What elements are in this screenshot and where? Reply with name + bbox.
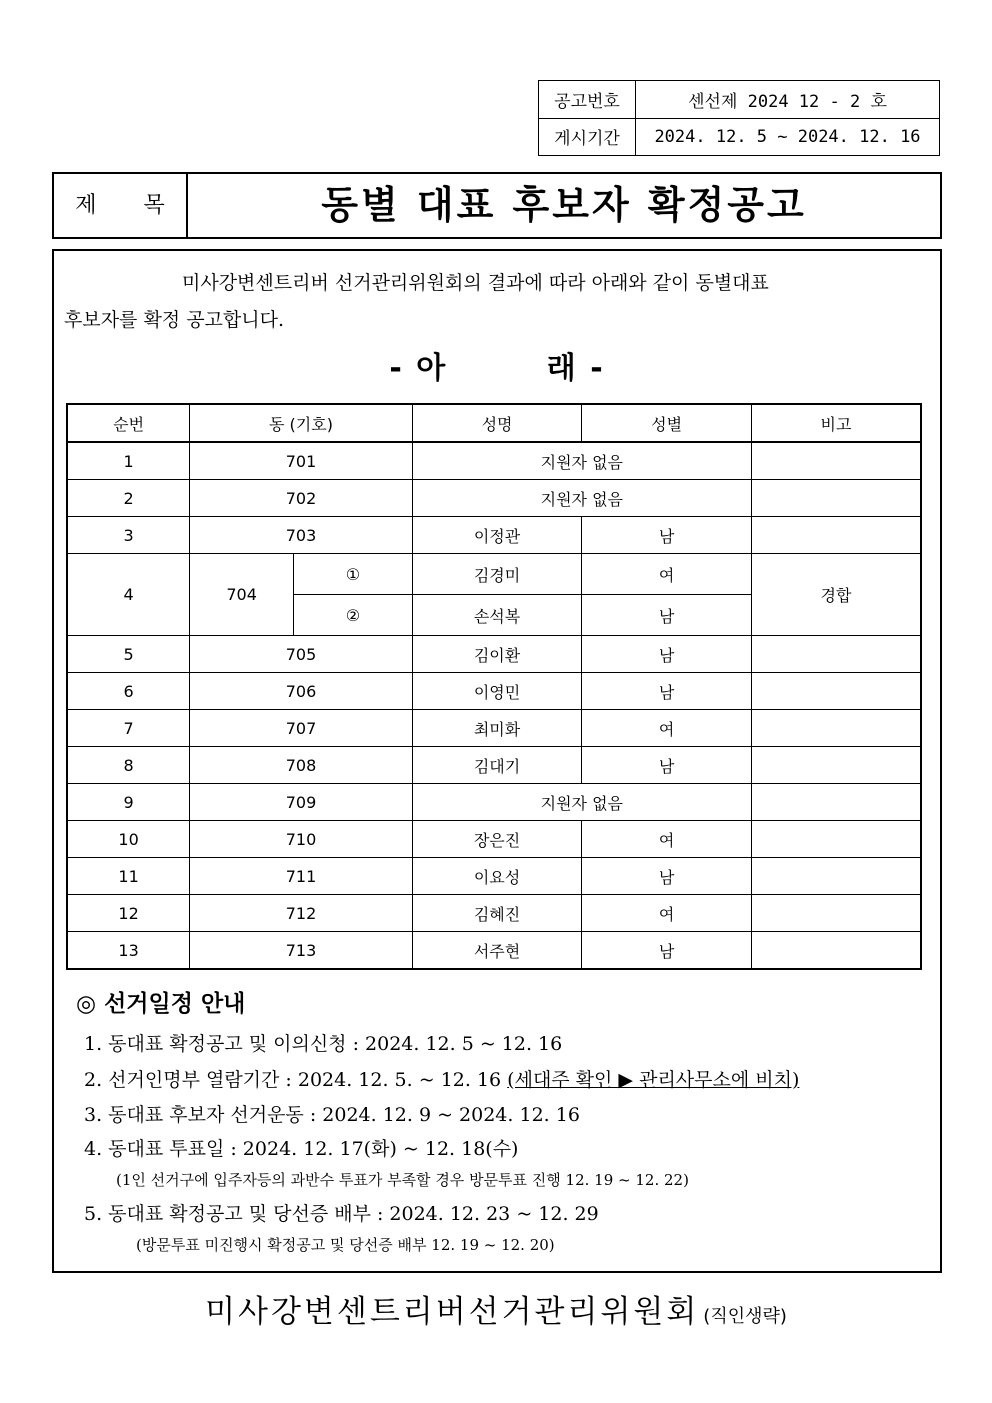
cell-dong: 706 xyxy=(190,673,413,710)
footer xyxy=(0,1286,992,1331)
cell-note xyxy=(751,821,921,858)
table-row xyxy=(67,517,921,554)
table-row xyxy=(67,747,921,784)
notice-info-table xyxy=(538,80,940,156)
table-row xyxy=(67,442,921,480)
table-row xyxy=(67,858,921,895)
intro-line-2: 후보자를 확정 공고합니다. xyxy=(64,309,285,331)
schedule-item-2-main: 2. 선거인명부 열람기간 : 2024. 12. 5. ~ 12. 16 xyxy=(84,1069,508,1091)
cell-dong: 712 xyxy=(190,895,413,932)
cell-no: 7 xyxy=(67,710,190,747)
cell-gender: 여 xyxy=(582,554,752,595)
schedule-item-4: 4. 동대표 투표일 : 2024. 12. 17(화) ~ 12. 18(수) xyxy=(84,1138,519,1160)
cell-name: 이요성 xyxy=(412,858,582,895)
cell-name: 장은진 xyxy=(412,821,582,858)
header-no: 순번 xyxy=(67,404,190,442)
cell-no: 5 xyxy=(67,636,190,673)
cell-gender: 남 xyxy=(582,673,752,710)
header-note: 비고 xyxy=(751,404,921,442)
table-row xyxy=(67,895,921,932)
cell-note xyxy=(751,517,921,554)
cell-no: 3 xyxy=(67,517,190,554)
cell-note xyxy=(751,673,921,710)
cell-note xyxy=(751,442,921,480)
cell-dong: 711 xyxy=(190,858,413,895)
cell-no: 11 xyxy=(67,858,190,895)
cell-name: 이영민 xyxy=(412,673,582,710)
cell-dong: 713 xyxy=(190,932,413,970)
cell-gender: 남 xyxy=(582,747,752,784)
cell-gender: 남 xyxy=(582,636,752,673)
title-box xyxy=(52,172,942,239)
cell-symbol: ② xyxy=(294,595,413,636)
schedule-title: ◎ 선거일정 안내 xyxy=(76,991,246,1017)
schedule-item-3: 3. 동대표 후보자 선거운동 : 2024. 12. 9 ~ 2024. 12. 16 xyxy=(84,1104,580,1126)
schedule-item-2-underlined: (세대주 확인 ▶ 관리사무소에 비치) xyxy=(507,1069,800,1091)
cell-note xyxy=(751,784,921,821)
cell-no-applicant: 지원자 없음 xyxy=(412,442,751,480)
cell-gender: 여 xyxy=(582,710,752,747)
cell-name: 이정관 xyxy=(412,517,582,554)
schedule-item-2 xyxy=(84,1065,799,1092)
table-row xyxy=(67,480,921,517)
cell-note xyxy=(751,480,921,517)
cell-note: 경합 xyxy=(751,554,921,636)
cell-gender: 남 xyxy=(582,517,752,554)
cell-dong: 705 xyxy=(190,636,413,673)
table-row xyxy=(67,673,921,710)
cell-note xyxy=(751,895,921,932)
cell-no: 4 xyxy=(67,554,190,636)
table-row xyxy=(67,932,921,970)
intro-paragraph xyxy=(64,265,930,339)
table-header-row xyxy=(67,404,921,442)
cell-no: 9 xyxy=(67,784,190,821)
posting-period-value: 2024. 12. 5 ~ 2024. 12. 16 xyxy=(636,118,940,156)
cell-name: 손석복 xyxy=(412,595,582,636)
cell-gender: 남 xyxy=(582,595,752,636)
schedule-item-1: 1. 동대표 확정공고 및 이의신청 : 2024. 12. 5 ~ 12. 16 xyxy=(84,1033,563,1055)
header-dong: 동 (기호) xyxy=(190,404,413,442)
table-row xyxy=(67,784,921,821)
cell-note xyxy=(751,710,921,747)
main-content-box xyxy=(52,249,942,1273)
cell-dong: 707 xyxy=(190,710,413,747)
cell-gender: 여 xyxy=(582,895,752,932)
posting-period-label: 게시기간 xyxy=(539,118,636,156)
table-row xyxy=(67,821,921,858)
cell-no-applicant: 지원자 없음 xyxy=(412,784,751,821)
cell-name: 김대기 xyxy=(412,747,582,784)
cell-no: 8 xyxy=(67,747,190,784)
cell-note xyxy=(751,932,921,970)
cell-no: 12 xyxy=(67,895,190,932)
cell-dong: 704 xyxy=(190,554,294,636)
cell-name: 김경미 xyxy=(412,554,582,595)
schedule-item-5: 5. 동대표 확정공고 및 당선증 배부 : 2024. 12. 23 ~ 12. 29 xyxy=(84,1203,599,1225)
cell-no-applicant: 지원자 없음 xyxy=(412,480,751,517)
cell-dong: 708 xyxy=(190,747,413,784)
cell-no: 10 xyxy=(67,821,190,858)
table-row xyxy=(67,554,921,595)
candidate-table xyxy=(66,403,922,970)
cell-no: 2 xyxy=(67,480,190,517)
cell-name: 최미화 xyxy=(412,710,582,747)
header-name: 성명 xyxy=(412,404,582,442)
schedule-item-5-note: (방문투표 미진행시 확정공고 및 당선증 배부 12. 19 ~ 12. 20) xyxy=(136,1236,555,1254)
cell-dong: 703 xyxy=(190,517,413,554)
cell-no: 6 xyxy=(67,673,190,710)
cell-symbol: ① xyxy=(294,554,413,595)
notice-number-label: 공고번호 xyxy=(539,81,636,119)
table-row xyxy=(67,636,921,673)
intro-line-1: 미사강변센트리버 선거관리위원회의 결과에 따라 아래와 같이 동별대표 xyxy=(182,272,769,294)
cell-dong: 710 xyxy=(190,821,413,858)
header-gender: 성별 xyxy=(582,404,752,442)
cell-gender: 여 xyxy=(582,821,752,858)
page-title: 동별 대표 후보자 확정공고 xyxy=(321,183,807,227)
title-label: 제 목 xyxy=(54,174,188,237)
table-row xyxy=(67,710,921,747)
cell-note xyxy=(751,636,921,673)
cell-dong: 709 xyxy=(190,784,413,821)
cell-dong: 702 xyxy=(190,480,413,517)
notice-number-value: 센선제 2024 12 - 2 호 xyxy=(636,81,940,119)
footer-org-name: 미사강변센트리버선거관리위원회 xyxy=(205,1294,700,1330)
cell-dong: 701 xyxy=(190,442,413,480)
cell-gender: 남 xyxy=(582,932,752,970)
cell-no: 13 xyxy=(67,932,190,970)
cell-note xyxy=(751,858,921,895)
cell-note xyxy=(751,747,921,784)
cell-name: 서주현 xyxy=(412,932,582,970)
cell-gender: 남 xyxy=(582,858,752,895)
cell-name: 김혜진 xyxy=(412,895,582,932)
footer-seal-note: (직인생략) xyxy=(703,1306,787,1327)
schedule-item-4-note: (1인 선거구에 입주자등의 과반수 투표가 부족할 경우 방문투표 진행 12. 19 ~ 12. 22) xyxy=(116,1171,689,1189)
below-heading: - 아 래 - xyxy=(389,351,605,386)
cell-no: 1 xyxy=(67,442,190,480)
cell-name: 김이환 xyxy=(412,636,582,673)
